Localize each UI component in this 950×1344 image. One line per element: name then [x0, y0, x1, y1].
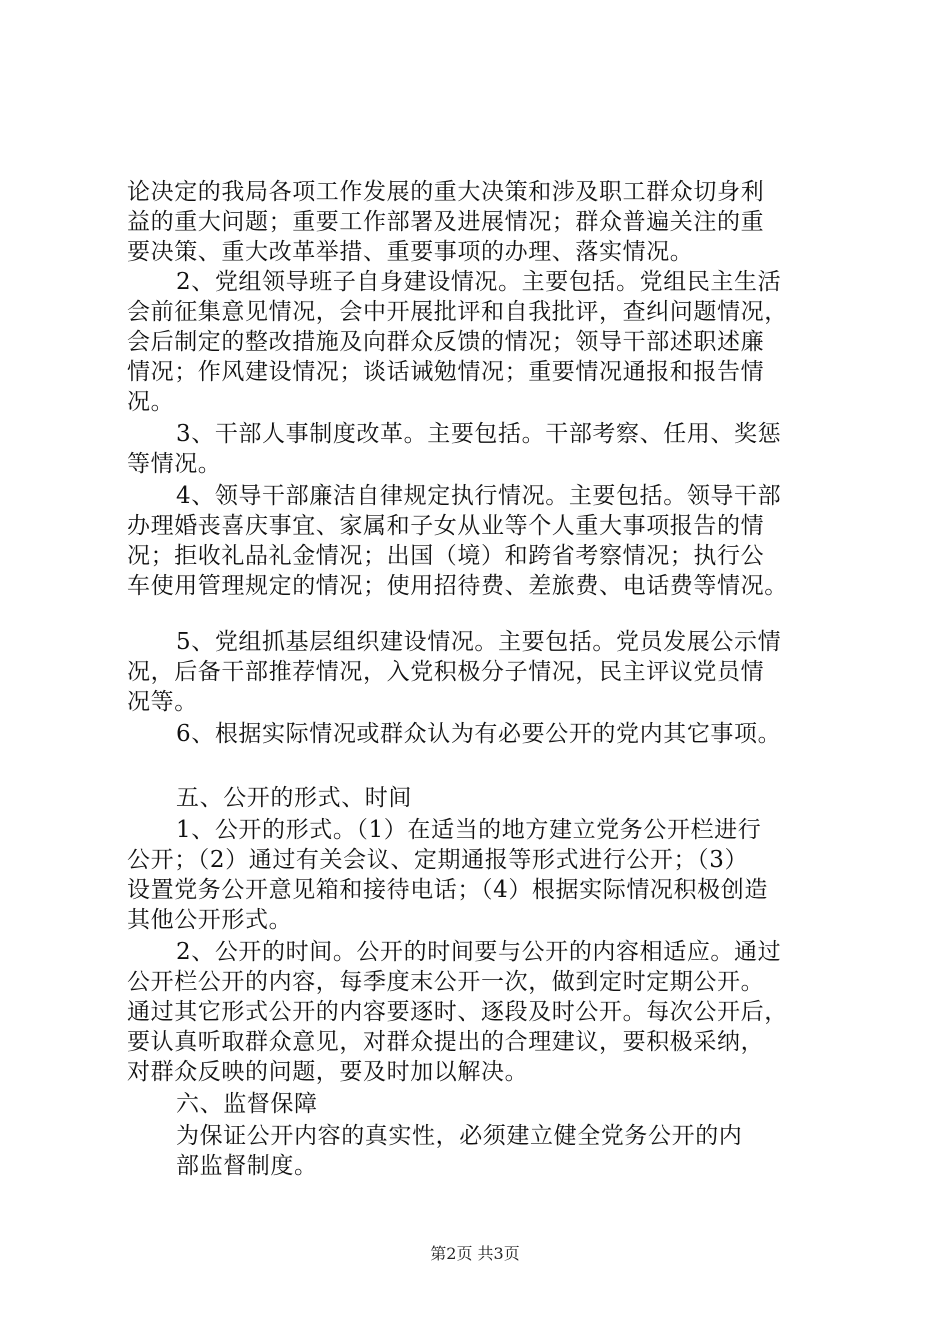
text-line: 办理婚丧喜庆事宜、家属和子女从业等个人重大事项报告的情 [127, 513, 765, 539]
text-line: 况；拒收礼品礼金情况；出国（境）和跨省考察情况；执行公 [127, 543, 765, 569]
section-heading: 六、监督保障 [176, 1091, 318, 1117]
text-line: 况等。 [127, 689, 198, 715]
text-line: 会后制定的整改措施及向群众反馈的情况；领导干部述职述廉 [127, 329, 765, 355]
text-line: 等情况。 [127, 451, 222, 477]
text-line: 5、党组抓基层组织建设情况。主要包括。党员发展公示情 [176, 629, 782, 655]
text-line: 况，后备干部推荐情况，入党积极分子情况，民主评议党员情 [127, 659, 765, 685]
text-line: 论决定的我局各项工作发展的重大决策和涉及职工群众切身利 [127, 179, 765, 205]
text-line: 会前征集意见情况，会中开展批评和自我批评，查纠问题情况， [127, 299, 788, 325]
text-line: 公开栏公开的内容，每季度末公开一次，做到定时定期公开。 [127, 969, 765, 995]
text-line: 1、公开的形式。（1）在适当的地方建立党务公开栏进行 [176, 817, 762, 843]
text-line: 6、根据实际情况或群众认为有必要公开的党内其它事项。 [176, 721, 782, 747]
text-line: 其他公开形式。 [127, 907, 293, 933]
text-line: 况。 [127, 389, 175, 415]
text-line: 为保证公开内容的真实性，必须建立健全党务公开的内 [176, 1123, 743, 1149]
text-line: 4、领导干部廉洁自律规定执行情况。主要包括。领导干部 [176, 483, 782, 509]
page-number-footer: 第2页 共3页 [430, 1244, 520, 1263]
text-line: 车使用管理规定的情况；使用招待费、差旅费、电话费等情况。 [127, 573, 788, 599]
text-line: 部监督制度。 [176, 1153, 318, 1179]
text-line: 要决策、重大改革举措、重要事项的办理、落实情况。 [127, 239, 694, 265]
text-line: 2、公开的时间。公开的时间要与公开的内容相适应。通过 [176, 939, 782, 965]
text-line: 益的重大问题；重要工作部署及进展情况；群众普遍关注的重 [127, 209, 765, 235]
text-line: 公开；（2）通过有关会议、定期通报等形式进行公开；（3） [127, 847, 749, 873]
text-line: 情况；作风建设情况；谈话诫勉情况；重要情况通报和报告情 [127, 359, 765, 385]
text-line: 2、党组领导班子自身建设情况。主要包括。党组民主生活 [176, 269, 782, 295]
text-line: 要认真听取群众意见，对群众提出的合理建议，要积极采纳， [127, 1029, 765, 1055]
text-line: 通过其它形式公开的内容要逐时、逐段及时公开。每次公开后， [127, 999, 788, 1025]
text-line: 对群众反映的问题，要及时加以解决。 [127, 1059, 529, 1085]
text-line: 设置党务公开意见箱和接待电话；（4）根据实际情况积极创造 [127, 877, 768, 903]
text-line: 3、干部人事制度改革。主要包括。干部考察、任用、奖惩 [176, 421, 782, 447]
section-heading: 五、公开的形式、时间 [176, 785, 412, 811]
